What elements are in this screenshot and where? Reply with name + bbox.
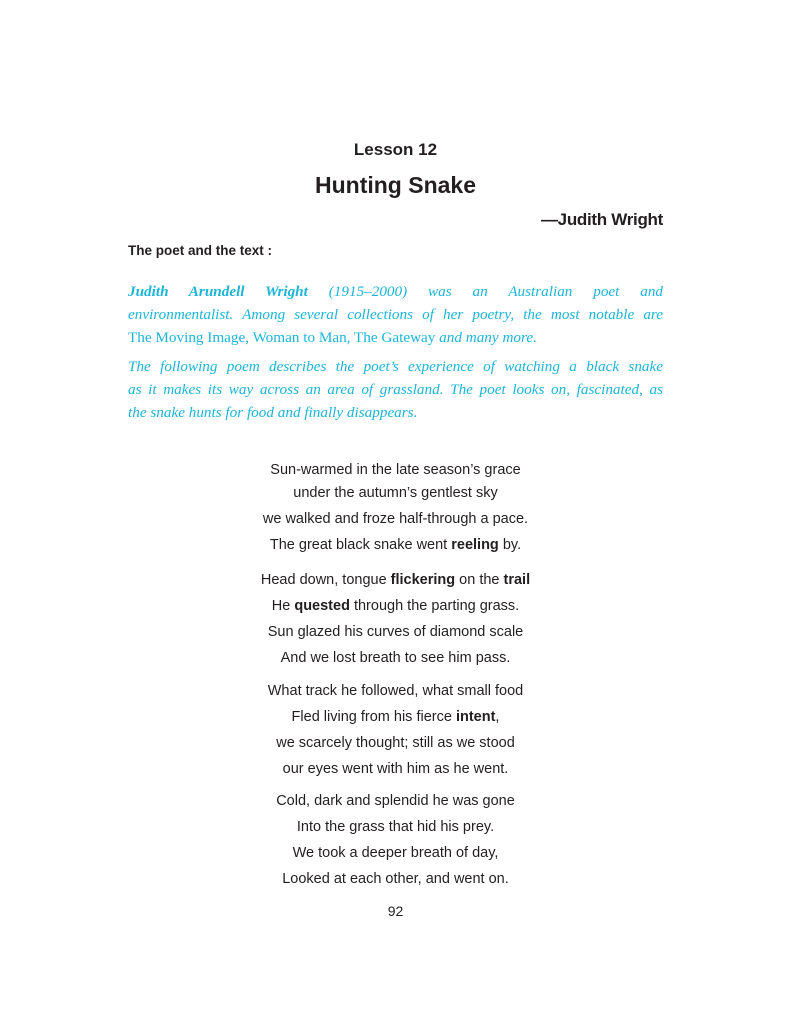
intro-line	[128, 326, 663, 349]
poem-text: Head down, tongue	[260, 572, 391, 588]
poem-line: under the autumn’s gentlest sky	[293, 485, 498, 501]
intro-text: (1915–2000) was an Australian poet and	[307, 283, 664, 300]
poem-text: Fled living from his fierce	[291, 709, 456, 725]
poem-line: we scarcely thought; still as we stood	[276, 735, 515, 751]
page-number: 92	[387, 903, 404, 919]
lesson-number: Lesson 12	[353, 140, 438, 159]
intro-line: the snake hunts for food and finally disappears.	[128, 404, 418, 421]
poem-text: through the parting grass.	[349, 598, 520, 614]
poet-intro-paragraph	[128, 280, 663, 349]
intro-line	[128, 280, 663, 303]
poem-line	[0, 572, 791, 588]
poem-line: our eyes went with him as he went.	[282, 761, 509, 777]
page-title: Hunting Snake	[314, 172, 476, 198]
poet-full-name: Judith Arundell Wright	[128, 283, 308, 300]
intro-line: as it makes its way across an area of grassland. The poet looks on, fascinated, as	[128, 381, 663, 398]
poem-intro-paragraph	[128, 355, 663, 424]
intro-text: and many more.	[435, 329, 537, 346]
poem-line	[0, 709, 791, 725]
poem-line: Looked at each other, and went on.	[282, 871, 509, 887]
glossary-word: quested	[294, 598, 350, 614]
poem-line: Sun-warmed in the late season’s grace	[270, 462, 521, 478]
poem-line: And we lost breath to see him pass.	[280, 650, 511, 666]
intro-line: environmentalist. Among several collections of her poetry, the most notable are	[128, 306, 663, 323]
poem-line: What track he followed, what small food	[267, 683, 524, 699]
poet-name: —Judith Wright	[540, 210, 663, 229]
notable-works: The Moving Image, Woman to Man, The Gateway	[128, 329, 436, 346]
poem-line: we walked and froze half-through a pace.	[262, 511, 529, 527]
poem-line	[0, 598, 791, 614]
glossary-word: trail	[503, 572, 531, 588]
poem-line: Into the grass that hid his prey.	[296, 819, 495, 835]
section-heading: The poet and the text :	[128, 243, 273, 258]
poem-text: ,	[495, 709, 500, 725]
poem-text: on the	[455, 572, 504, 588]
glossary-word: reeling	[451, 537, 499, 553]
poem-line: Sun glazed his curves of diamond scale	[267, 624, 524, 640]
poem-text: He	[271, 598, 295, 614]
poem-line: Cold, dark and splendid he was gone	[276, 793, 515, 809]
glossary-word: flickering	[390, 572, 456, 588]
intro-line: The following poem describes the poet’s experience of watching a black snake	[128, 358, 663, 375]
glossary-word: intent	[455, 709, 496, 725]
poem-line	[0, 537, 791, 553]
poem-line: We took a deeper breath of day,	[292, 845, 499, 861]
poem-text: The great black snake went	[269, 537, 452, 553]
poem-text: by.	[498, 537, 522, 553]
